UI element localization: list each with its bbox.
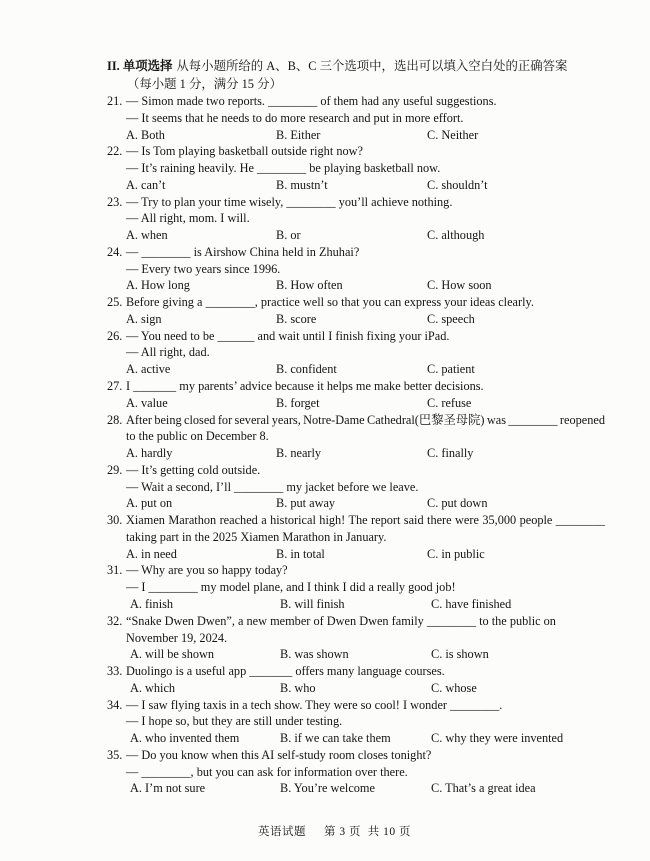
question-28 — [107, 412, 605, 462]
section-heading — [107, 57, 605, 93]
option-c: C. How soon — [427, 278, 492, 293]
question-stem-line — [107, 764, 605, 781]
question-stem-text: — I hope so, but they are still under testing. — [126, 714, 343, 729]
answer-options — [107, 177, 605, 194]
option-a: A. finish — [130, 596, 174, 611]
question-stem-text: — It’s raining heavily. He ________ be playing basketball now. — [126, 161, 441, 176]
question-stem-text: — Is Tom playing basketball outside right now? — [126, 144, 363, 159]
question-number: 32. — [107, 613, 123, 628]
question-stem-text: to the public on December 8. — [126, 429, 269, 444]
answer-options — [107, 361, 605, 378]
question-32 — [107, 613, 605, 663]
question-35 — [107, 747, 605, 797]
option-a: A. which — [130, 680, 176, 695]
option-a: A. can’t — [126, 177, 166, 192]
answer-options — [107, 227, 605, 244]
question-stem-text: “Snake Dwen Dwen”, a new member of Dwen Dwen family ________ to the public on — [126, 613, 556, 628]
option-c: C. why they were invented — [431, 731, 564, 746]
answer-options — [107, 277, 605, 294]
option-b: B. who — [280, 680, 316, 695]
option-c: C. whose — [431, 680, 477, 695]
section-instruction: 从每小题所给的 A、B、C 三个选项中，选出可以填入空白处的正确答案 — [176, 59, 568, 73]
line-content — [107, 698, 502, 712]
option-a: A. value — [126, 395, 168, 410]
answer-options — [107, 445, 605, 462]
question-stem-text: — ________ is Airshow China held in Zhuhai? — [126, 244, 360, 259]
line-content — [107, 329, 449, 343]
answer-options — [107, 495, 605, 512]
option-b: B. in total — [276, 546, 325, 561]
answer-options — [107, 596, 605, 613]
question-22 — [107, 143, 605, 193]
question-27 — [107, 378, 605, 412]
question-number: 28. — [107, 412, 123, 427]
question-number: 22. — [107, 144, 123, 159]
line-content — [126, 631, 227, 645]
option-b: B. Either — [276, 127, 321, 142]
option-a: A. who invented them — [130, 731, 240, 746]
line-content — [107, 245, 359, 259]
option-c: C. although — [427, 228, 485, 243]
question-stem-line — [107, 529, 605, 546]
option-b: B. score — [276, 311, 317, 326]
question-stem-line — [107, 261, 605, 278]
line-content — [126, 714, 342, 728]
option-c: C. is shown — [431, 647, 489, 662]
answer-options — [107, 680, 605, 697]
question-stem-text: — All right, mom. I will. — [126, 211, 250, 226]
question-first-line — [107, 143, 605, 160]
answer-options — [107, 127, 605, 144]
option-b: B. or — [276, 228, 301, 243]
question-stem-text: — Do you know when this AI self-study room closes tonight? — [126, 747, 432, 762]
question-number: 29. — [107, 462, 123, 477]
answer-options — [107, 730, 605, 747]
option-c: C. speech — [427, 311, 475, 326]
line-content — [107, 195, 452, 209]
question-stem-text: — Try to plan your time wisely, ________ you’ll achieve nothing. — [126, 194, 453, 209]
question-stem-text: After being closed for several years, Notre-Dame Cathedral(巴黎圣母院) was ________ reopened — [126, 412, 605, 427]
question-number: 35. — [107, 747, 123, 762]
question-23 — [107, 194, 605, 244]
question-stem-text: Before giving a ________, practice well so that you can express your ideas clearly. — [126, 295, 534, 310]
question-34 — [107, 697, 605, 747]
question-stem-text: — Every two years since 1996. — [126, 261, 281, 276]
option-a: A. I’m not sure — [130, 781, 206, 796]
question-stem-line — [107, 210, 605, 227]
question-first-line — [107, 378, 605, 395]
question-first-line — [107, 244, 605, 261]
score-note: （每小题 1 分，满分 15 分） — [127, 77, 282, 91]
option-b: B. confident — [276, 362, 337, 377]
question-stem-text: November 19, 2024. — [126, 630, 228, 645]
line-content — [107, 295, 534, 309]
line-content — [107, 664, 445, 678]
question-stem-line — [107, 479, 605, 496]
option-b: B. How often — [276, 278, 343, 293]
question-30 — [107, 512, 605, 562]
question-29 — [107, 462, 605, 512]
question-stem-line — [107, 428, 605, 445]
question-stem-line — [107, 110, 605, 127]
question-stem-text: Xiamen Marathon reached a historical high! The report said there were 35,000 people ________ — [126, 513, 605, 528]
question-31 — [107, 562, 605, 612]
option-c: C. Neither — [427, 127, 479, 142]
line-content — [107, 144, 363, 158]
question-stem-text: — All right, dad. — [126, 345, 210, 360]
question-first-line — [107, 663, 605, 680]
question-stem-text: — It’s getting cold outside. — [126, 462, 261, 477]
answer-options — [107, 780, 605, 797]
option-c: C. in public — [427, 546, 485, 561]
option-b: B. mustn’t — [276, 177, 328, 192]
question-number: 25. — [107, 295, 123, 310]
question-stem-text: — You need to be ______ and wait until I finish fixing your iPad. — [126, 328, 450, 343]
question-26 — [107, 328, 605, 378]
question-first-line — [107, 462, 605, 479]
option-b: B. nearly — [276, 446, 322, 461]
option-c: C. patient — [427, 362, 475, 377]
line-content — [126, 429, 269, 443]
line-content — [107, 413, 605, 427]
question-stem-text: taking part in the 2025 Xiamen Marathon in January. — [126, 529, 387, 544]
question-stem-text: — I ________ my model plane, and I think I did a really good job! — [126, 580, 456, 595]
line-content — [107, 513, 605, 527]
option-c: C. finally — [427, 446, 474, 461]
section-label: II. 单项选择 — [107, 59, 173, 73]
question-number: 30. — [107, 513, 123, 528]
question-first-line — [107, 93, 605, 110]
option-b: B. if we can take them — [280, 731, 391, 746]
option-c: C. refuse — [427, 395, 472, 410]
question-number: 33. — [107, 664, 123, 679]
question-stem-text: Duolingo is a useful app _______ offers many language courses. — [126, 664, 445, 679]
answer-options — [107, 311, 605, 328]
question-first-line — [107, 562, 605, 579]
option-b: B. put away — [276, 496, 336, 511]
line-content — [126, 480, 418, 494]
question-first-line — [107, 697, 605, 714]
question-stem-text: — It seems that he needs to do more research and put in more effort. — [126, 110, 464, 125]
section-heading-line — [107, 57, 605, 75]
question-stem-line — [107, 630, 605, 647]
question-number: 27. — [107, 379, 123, 394]
question-first-line — [107, 328, 605, 345]
line-content — [126, 111, 464, 125]
option-a: A. Both — [126, 127, 165, 142]
question-first-line — [107, 412, 605, 429]
question-25 — [107, 294, 605, 328]
line-content — [107, 614, 556, 628]
option-c: C. shouldn’t — [427, 177, 488, 192]
question-list — [107, 93, 605, 797]
option-a: A. hardly — [126, 446, 173, 461]
question-number: 26. — [107, 328, 123, 343]
question-21 — [107, 93, 605, 143]
question-stem-line — [107, 713, 605, 730]
footer-subject: 英语试题 — [258, 826, 306, 838]
question-33 — [107, 663, 605, 697]
question-stem-text: — ________, but you can ask for information over there. — [126, 764, 408, 779]
question-first-line — [107, 613, 605, 630]
question-stem-text: — Simon made two reports. ________ of them had any useful suggestions. — [126, 94, 497, 108]
line-content — [107, 748, 431, 762]
line-content — [126, 211, 250, 225]
option-a: A. put on — [126, 496, 173, 511]
answer-options — [107, 646, 605, 663]
question-stem-text: I _______ my parents’ advice because it helps me make better decisions. — [126, 379, 484, 394]
question-stem-line — [107, 160, 605, 177]
answer-options — [107, 395, 605, 412]
option-b: B. was shown — [280, 647, 349, 662]
option-c: C. put down — [427, 496, 488, 511]
question-first-line — [107, 747, 605, 764]
question-number: 21. — [107, 94, 123, 108]
option-c: C. That’s a great idea — [431, 781, 536, 796]
line-content — [126, 345, 210, 359]
option-a: A. when — [126, 228, 168, 243]
line-content — [107, 463, 260, 477]
option-c: C. have finished — [431, 596, 512, 611]
line-content — [126, 765, 408, 779]
line-content — [126, 580, 456, 594]
line-content — [126, 161, 440, 175]
option-a: A. will be shown — [130, 647, 215, 662]
option-b: B. You’re welcome — [280, 781, 375, 796]
question-number: 24. — [107, 244, 123, 259]
question-stem-text: — Wait a second, I’ll ________ my jacket before we leave. — [126, 479, 419, 494]
option-a: A. How long — [126, 278, 190, 293]
question-first-line — [107, 512, 605, 529]
question-stem-text: — Why are you so happy today? — [126, 563, 288, 578]
question-stem-line — [107, 579, 605, 596]
question-number: 23. — [107, 194, 123, 209]
option-a: A. sign — [126, 311, 162, 326]
line-content — [126, 262, 280, 276]
line-content — [126, 530, 386, 544]
question-first-line — [107, 294, 605, 311]
question-stem-line — [107, 344, 605, 361]
line-content — [107, 379, 484, 393]
question-number: 34. — [107, 697, 123, 712]
footer-page-info: 第 3 页 共 10 页 — [324, 826, 411, 838]
question-24 — [107, 244, 605, 294]
option-a: A. in need — [126, 546, 177, 561]
option-b: B. will finish — [280, 596, 345, 611]
answer-options — [107, 546, 605, 563]
question-stem-text: — I saw flying taxis in a tech show. They were so cool! I wonder ________. — [126, 697, 503, 712]
option-b: B. forget — [276, 395, 320, 410]
line-content — [107, 94, 497, 108]
question-first-line — [107, 194, 605, 211]
page-footer — [258, 824, 411, 840]
question-number: 31. — [107, 563, 123, 578]
option-a: A. active — [126, 362, 171, 377]
line-content — [107, 563, 288, 577]
